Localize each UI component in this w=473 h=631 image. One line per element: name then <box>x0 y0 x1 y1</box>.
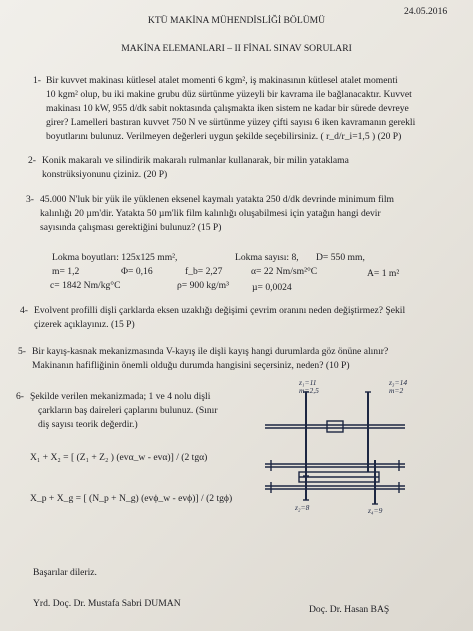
q4-line: çizerek açıklayınız. (15 P) <box>34 319 135 330</box>
q3-line: kalınlığı 20 µm'dir. Yatakta 50 µm'lik film kalınlığı oluşabilmesi için yatağın hangi devir <box>40 208 381 219</box>
gear-label-m1: m=2,5 <box>299 386 319 395</box>
q3-given: ρ= 900 kg/m³ <box>177 280 229 291</box>
q3-given: f_b= 2,27 <box>185 266 223 277</box>
q3-given: c= 1842 Nm/kg°C <box>50 280 121 291</box>
gear-label-z2: z₂=8 <box>295 503 310 512</box>
gear-mechanism-figure <box>253 376 433 516</box>
q5-number: 5- <box>18 346 26 357</box>
q4-number: 4- <box>20 305 28 316</box>
q3-given: µ= 0,0024 <box>252 282 292 293</box>
formula-x1-x2: X₁ + X₂ = [ (Z₁ + Z₂ ) (evα_w - evα)] / (2 tgα) <box>30 452 208 463</box>
q3-given: Φ= 0,16 <box>121 266 153 277</box>
department-heading: KTÜ MAKİNA MÜHENDİSLİĞİ BÖLÜMÜ <box>147 15 326 26</box>
q3-line: 45.000 N'luk bir yük ile yüklenen eksenel kaymalı yatakta 250 d/dk devrinde minimum film <box>40 194 394 205</box>
q3-given: Lokma sayısı: 8, <box>235 252 299 263</box>
q1-line: Bir kuvvet makinası kütlesel atalet momenti 6 kgm², iş makinasının kütlesel atalet momenti <box>46 75 398 86</box>
q1-line: girer? Lamelleri bastıran kuvvet 750 N ve sürtünme yüzey çifti sayısı 6 iken kavramanın gerekli <box>46 117 416 128</box>
exam-title: MAKİNA ELEMANLARI – II FİNAL SINAV SORULARI <box>121 43 352 54</box>
exam-date: 24.05.2016 <box>404 6 448 17</box>
q1-line: makinası 10 kW, 955 d/dk sabit noktasında çalışmakta iken sistem ne kadar bir sürede devreye <box>46 103 409 114</box>
q3-given: α= 22 Nm/sm²°C <box>251 266 318 277</box>
q3-given: Lokma boyutları: 125x125 mm², <box>52 252 178 263</box>
gear-label-z3: z₃=14 <box>389 378 408 387</box>
q6-number: 6- <box>16 391 24 402</box>
q2-number: 2- <box>28 155 36 166</box>
upper-hub <box>327 421 343 432</box>
gear-label-z4: z₄=9 <box>368 506 383 515</box>
closing-text: Başarılar dileriz. <box>33 567 97 578</box>
q5-line: Bir kayış-kasnak mekanizmasında V-kayış ile dişli kayış hangi durumlarda göz önüne alınır? <box>32 346 389 357</box>
q6-line: diş sayısı teorik değerdir.) <box>38 419 138 430</box>
q2-line: konstrüksiyonunu çiziniz. (20 P) <box>42 169 168 180</box>
q1-number: 1- <box>33 75 41 86</box>
formula-xp-xg: X_p + X_g = [ (N_p + N_g) (evϕ_w - evϕ)] / (2 tgϕ) <box>30 493 233 504</box>
q3-line: sayısında çalışması gerektiğini bulunuz? (15 P) <box>40 222 222 233</box>
gear-label-z1: z₁=11 <box>299 378 317 387</box>
q2-line: Konik makaralı ve silindirik makaralı rulmanlar kullanarak, bir milin yataklama <box>42 155 349 166</box>
q1-line: boyutlarını bulunuz. Verilmeyen değerleri uygun şekilde seçebilirsiniz. ( r_d/r_i=1,5 ) (20 P) <box>46 131 402 142</box>
q3-number: 3- <box>26 194 34 205</box>
q6-line: Şekilde verilen mekanizmada; 1 ve 4 nolu dişli <box>30 391 211 402</box>
q3-given: D= 550 mm, <box>316 252 365 263</box>
q5-line: Makinanın hafifliğinin önemli olduğu durumda hangisini seçersiniz, neden? (10 P) <box>32 360 350 371</box>
author-bas: Doç. Dr. Hasan BAŞ <box>309 604 390 615</box>
q3-given: m= 1,2 <box>52 266 80 277</box>
q3-given: A= 1 m² <box>367 268 400 279</box>
author-duman: Yrd. Doç. Dr. Mustafa Sabri DUMAN <box>33 598 181 609</box>
gear-label-m3: m=2 <box>389 386 404 395</box>
q1-line: 10 kgm² olup, bu iki makine grubu düz sürtünme yüzeyli bir kavrama ile bağlanacaktır. Kuvvet <box>46 89 412 100</box>
q4-line: Evolvent profilli dişli çarklarda eksen uzaklığı değişimi çevrim oranını neden değiştirmez? Şekil <box>34 305 406 316</box>
q6-line: çarkların baş daireleri çaplarını bulunuz. (Sınır <box>38 405 218 416</box>
